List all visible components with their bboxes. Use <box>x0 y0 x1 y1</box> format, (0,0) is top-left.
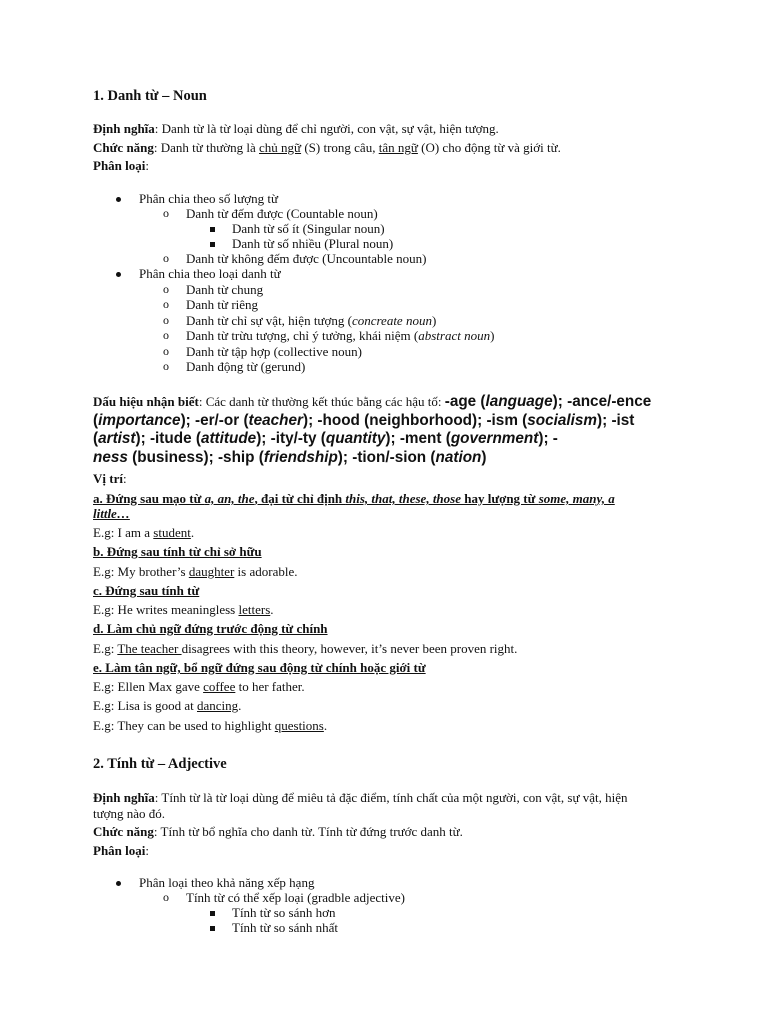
adjective-function <box>93 824 463 840</box>
list-item: Danh từ số nhiều (Plural noun) <box>232 236 394 251</box>
position-label: Vị trí <box>93 471 123 486</box>
adjective-classification-label <box>93 843 149 859</box>
example-text: E.g: He writes meaningless <box>93 602 239 617</box>
square-bullet-icon <box>210 242 215 247</box>
list-item-text: Danh từ chỉ sự vật, hiện tượng ( <box>186 313 352 328</box>
adjective-definition <box>93 790 628 806</box>
example-noun: questions <box>274 718 324 733</box>
list-item <box>186 313 436 328</box>
suffix-example: socialism <box>527 411 597 429</box>
example-e2 <box>93 698 241 714</box>
bullet-icon <box>116 881 121 886</box>
suffix-example: quantity <box>325 430 386 447</box>
example-noun: coffee <box>203 679 236 694</box>
function-text: : Tính từ bổ nghĩa cho danh từ. Tính từ đứng trước danh từ. <box>153 824 463 839</box>
suffix-example: friendship <box>263 448 338 466</box>
list-item: Danh động từ (gerund) <box>186 359 306 374</box>
list-item-text: ) <box>490 328 495 343</box>
circle-bullet-icon: o <box>163 328 169 342</box>
example-e3 <box>93 718 327 734</box>
bullet-icon <box>116 197 121 202</box>
list-item: Danh từ số ít (Singular noun) <box>232 221 385 236</box>
suffix-example: ness <box>93 448 128 466</box>
definition-label: Định nghĩa <box>93 121 155 136</box>
circle-bullet-icon: o <box>163 313 169 327</box>
example-noun: dancing <box>197 698 239 713</box>
noun-classification-label <box>93 158 149 174</box>
position-term: some, many, a little… <box>93 491 615 521</box>
suffix-example: importance <box>98 411 181 429</box>
position-b-heading: b. Đứng sau tính từ chỉ sở hữu <box>93 544 262 559</box>
suffix-text: ); -ist ( <box>93 411 635 447</box>
position-text: , đại từ chỉ định <box>254 491 346 506</box>
square-bullet-icon <box>210 926 215 931</box>
example-d <box>93 641 517 657</box>
suffix-example: teacher <box>248 411 303 429</box>
list-item: Danh từ đếm được (Countable noun) <box>186 206 378 221</box>
example-noun: letters <box>238 602 271 617</box>
suffix-example: government <box>450 430 539 447</box>
suffix-text: ); -itude ( <box>135 430 201 447</box>
example-e1 <box>93 679 305 695</box>
position-text: hay lượng từ <box>460 491 539 506</box>
list-item: Tính từ so sánh nhất <box>232 920 338 935</box>
example-text: E.g: My brother’s <box>93 564 189 579</box>
object-term: tân ngữ <box>378 140 418 155</box>
suffix-text: ); -er/-or ( <box>180 411 249 429</box>
example-text: to her father. <box>235 679 305 694</box>
circle-bullet-icon: o <box>163 297 169 311</box>
circle-bullet-icon: o <box>163 282 169 296</box>
example-text: . <box>238 698 242 713</box>
function-text: (S) trong câu, <box>301 140 379 155</box>
suffix-text: ); -ance/-ence ( <box>93 393 652 429</box>
definition-text: : Tính từ là từ loại dùng để miêu tả đặc điểm, tính chất của một người, con vật, sự vật, hiện <box>154 790 628 805</box>
circle-bullet-icon: o <box>163 206 169 220</box>
suffix-example: attitude <box>200 430 257 447</box>
suffix-text: ) <box>481 448 487 466</box>
list-item: Tính từ có thể xếp loại (gradble adjective) <box>186 890 405 905</box>
list-item: Tính từ so sánh hơn <box>232 905 336 920</box>
colon: : <box>145 843 149 858</box>
function-text: : Danh từ thường là <box>153 140 259 155</box>
example-text: . <box>323 718 328 733</box>
example-text: E.g: <box>93 641 118 656</box>
position-c-heading: c. Đứng sau tính từ <box>93 583 200 598</box>
function-label: Chức năng <box>93 824 154 839</box>
position-e-heading: e. Làm tân ngữ, bổ ngữ đứng sau động từ chính hoặc giới từ <box>93 660 426 675</box>
suffix-lead-text: : Các danh từ thường kết thúc bằng các hậu tố: <box>198 394 445 409</box>
example-text: E.g: Ellen Max gave <box>93 679 204 694</box>
colon: : <box>122 471 127 486</box>
function-label: Chức năng <box>93 140 154 155</box>
classification-label: Phân loại <box>93 158 146 173</box>
list-item-text: ) <box>431 313 437 328</box>
function-text: (O) cho động từ và giới từ. <box>417 140 561 155</box>
suffix-example: language <box>485 393 553 410</box>
suffix-text: ); -tion/-sion ( <box>337 448 436 466</box>
colon: : <box>145 158 149 173</box>
list-item-text: Danh từ trừu tượng, chỉ ý tưởng, khái niệm ( <box>186 328 419 343</box>
suffix-text: ); -hood (neighborhood); -ism ( <box>302 411 528 429</box>
classification-label: Phân loại <box>93 843 146 858</box>
noun-suffix-paragraph <box>93 393 673 467</box>
position-a-heading <box>93 491 653 521</box>
position-text: a. Đứng sau mạo từ <box>93 491 205 506</box>
list-item <box>186 328 494 343</box>
section-heading-noun: 1. Danh từ – Noun <box>93 88 207 104</box>
square-bullet-icon <box>210 911 215 916</box>
list-item-term: abstract noun <box>418 328 491 343</box>
position-heading <box>93 471 127 487</box>
example-text: E.g: They can be used to highlight <box>93 718 275 733</box>
list-item: Danh từ chung <box>186 282 264 297</box>
list-item-term: concreate noun <box>351 313 432 328</box>
list-item: Phân loại theo khả năng xếp hạng <box>139 875 315 890</box>
example-text: . <box>270 602 274 617</box>
example-a <box>93 525 194 541</box>
circle-bullet-icon: o <box>163 344 169 358</box>
example-text: E.g: Lisa is good at <box>93 698 197 713</box>
adjective-definition-cont: tượng nào đó. <box>93 806 166 821</box>
example-text: E.g: I am a <box>93 525 154 540</box>
suffix-text: -age ( <box>444 393 486 410</box>
position-term: a, an, the <box>204 491 255 506</box>
example-text: disagrees with this theory, however, it’s never been proven right. <box>181 641 518 656</box>
suffix-text: ); - <box>538 430 558 447</box>
example-noun: student <box>153 525 191 540</box>
suffix-text: (business); -ship ( <box>127 448 264 466</box>
circle-bullet-icon: o <box>163 359 169 373</box>
list-item: Phân chia theo loại danh từ <box>139 266 281 281</box>
bullet-icon <box>116 272 121 277</box>
square-bullet-icon <box>210 227 215 232</box>
example-noun: daughter <box>188 564 235 579</box>
example-noun: The teacher <box>117 641 182 656</box>
suffix-example: nation <box>435 448 482 466</box>
example-b <box>93 564 297 580</box>
list-item: Danh từ tập hợp (collective noun) <box>186 344 363 359</box>
suffix-text: ); -ity/-ty ( <box>256 430 326 447</box>
suffix-text: ); -ment ( <box>385 430 451 447</box>
section-heading-adjective: 2. Tính từ – Adjective <box>93 756 227 772</box>
definition-text: : Danh từ là từ loại dùng để chỉ người, con vật, sự vật, hiện tượng. <box>154 121 499 136</box>
circle-bullet-icon: o <box>163 251 169 265</box>
position-term: this, that, these, those <box>345 491 461 506</box>
noun-definition <box>93 121 499 137</box>
list-item: Danh từ không đếm được (Uncountable noun) <box>186 251 427 266</box>
circle-bullet-icon: o <box>163 890 169 904</box>
subject-term: chủ ngữ <box>259 140 302 155</box>
list-item: Phân chia theo số lượng từ <box>139 191 279 206</box>
example-c <box>93 602 274 618</box>
example-text: is adorable. <box>234 564 298 579</box>
definition-label: Định nghĩa <box>93 790 155 805</box>
example-text: . <box>190 525 195 540</box>
suffix-example: artist <box>98 430 136 447</box>
noun-function <box>93 140 561 156</box>
position-d-heading: d. Làm chủ ngữ đứng trước động từ chính <box>93 621 328 636</box>
list-item: Danh từ riêng <box>186 297 259 312</box>
suffix-label: Dấu hiệu nhận biết <box>93 394 199 409</box>
